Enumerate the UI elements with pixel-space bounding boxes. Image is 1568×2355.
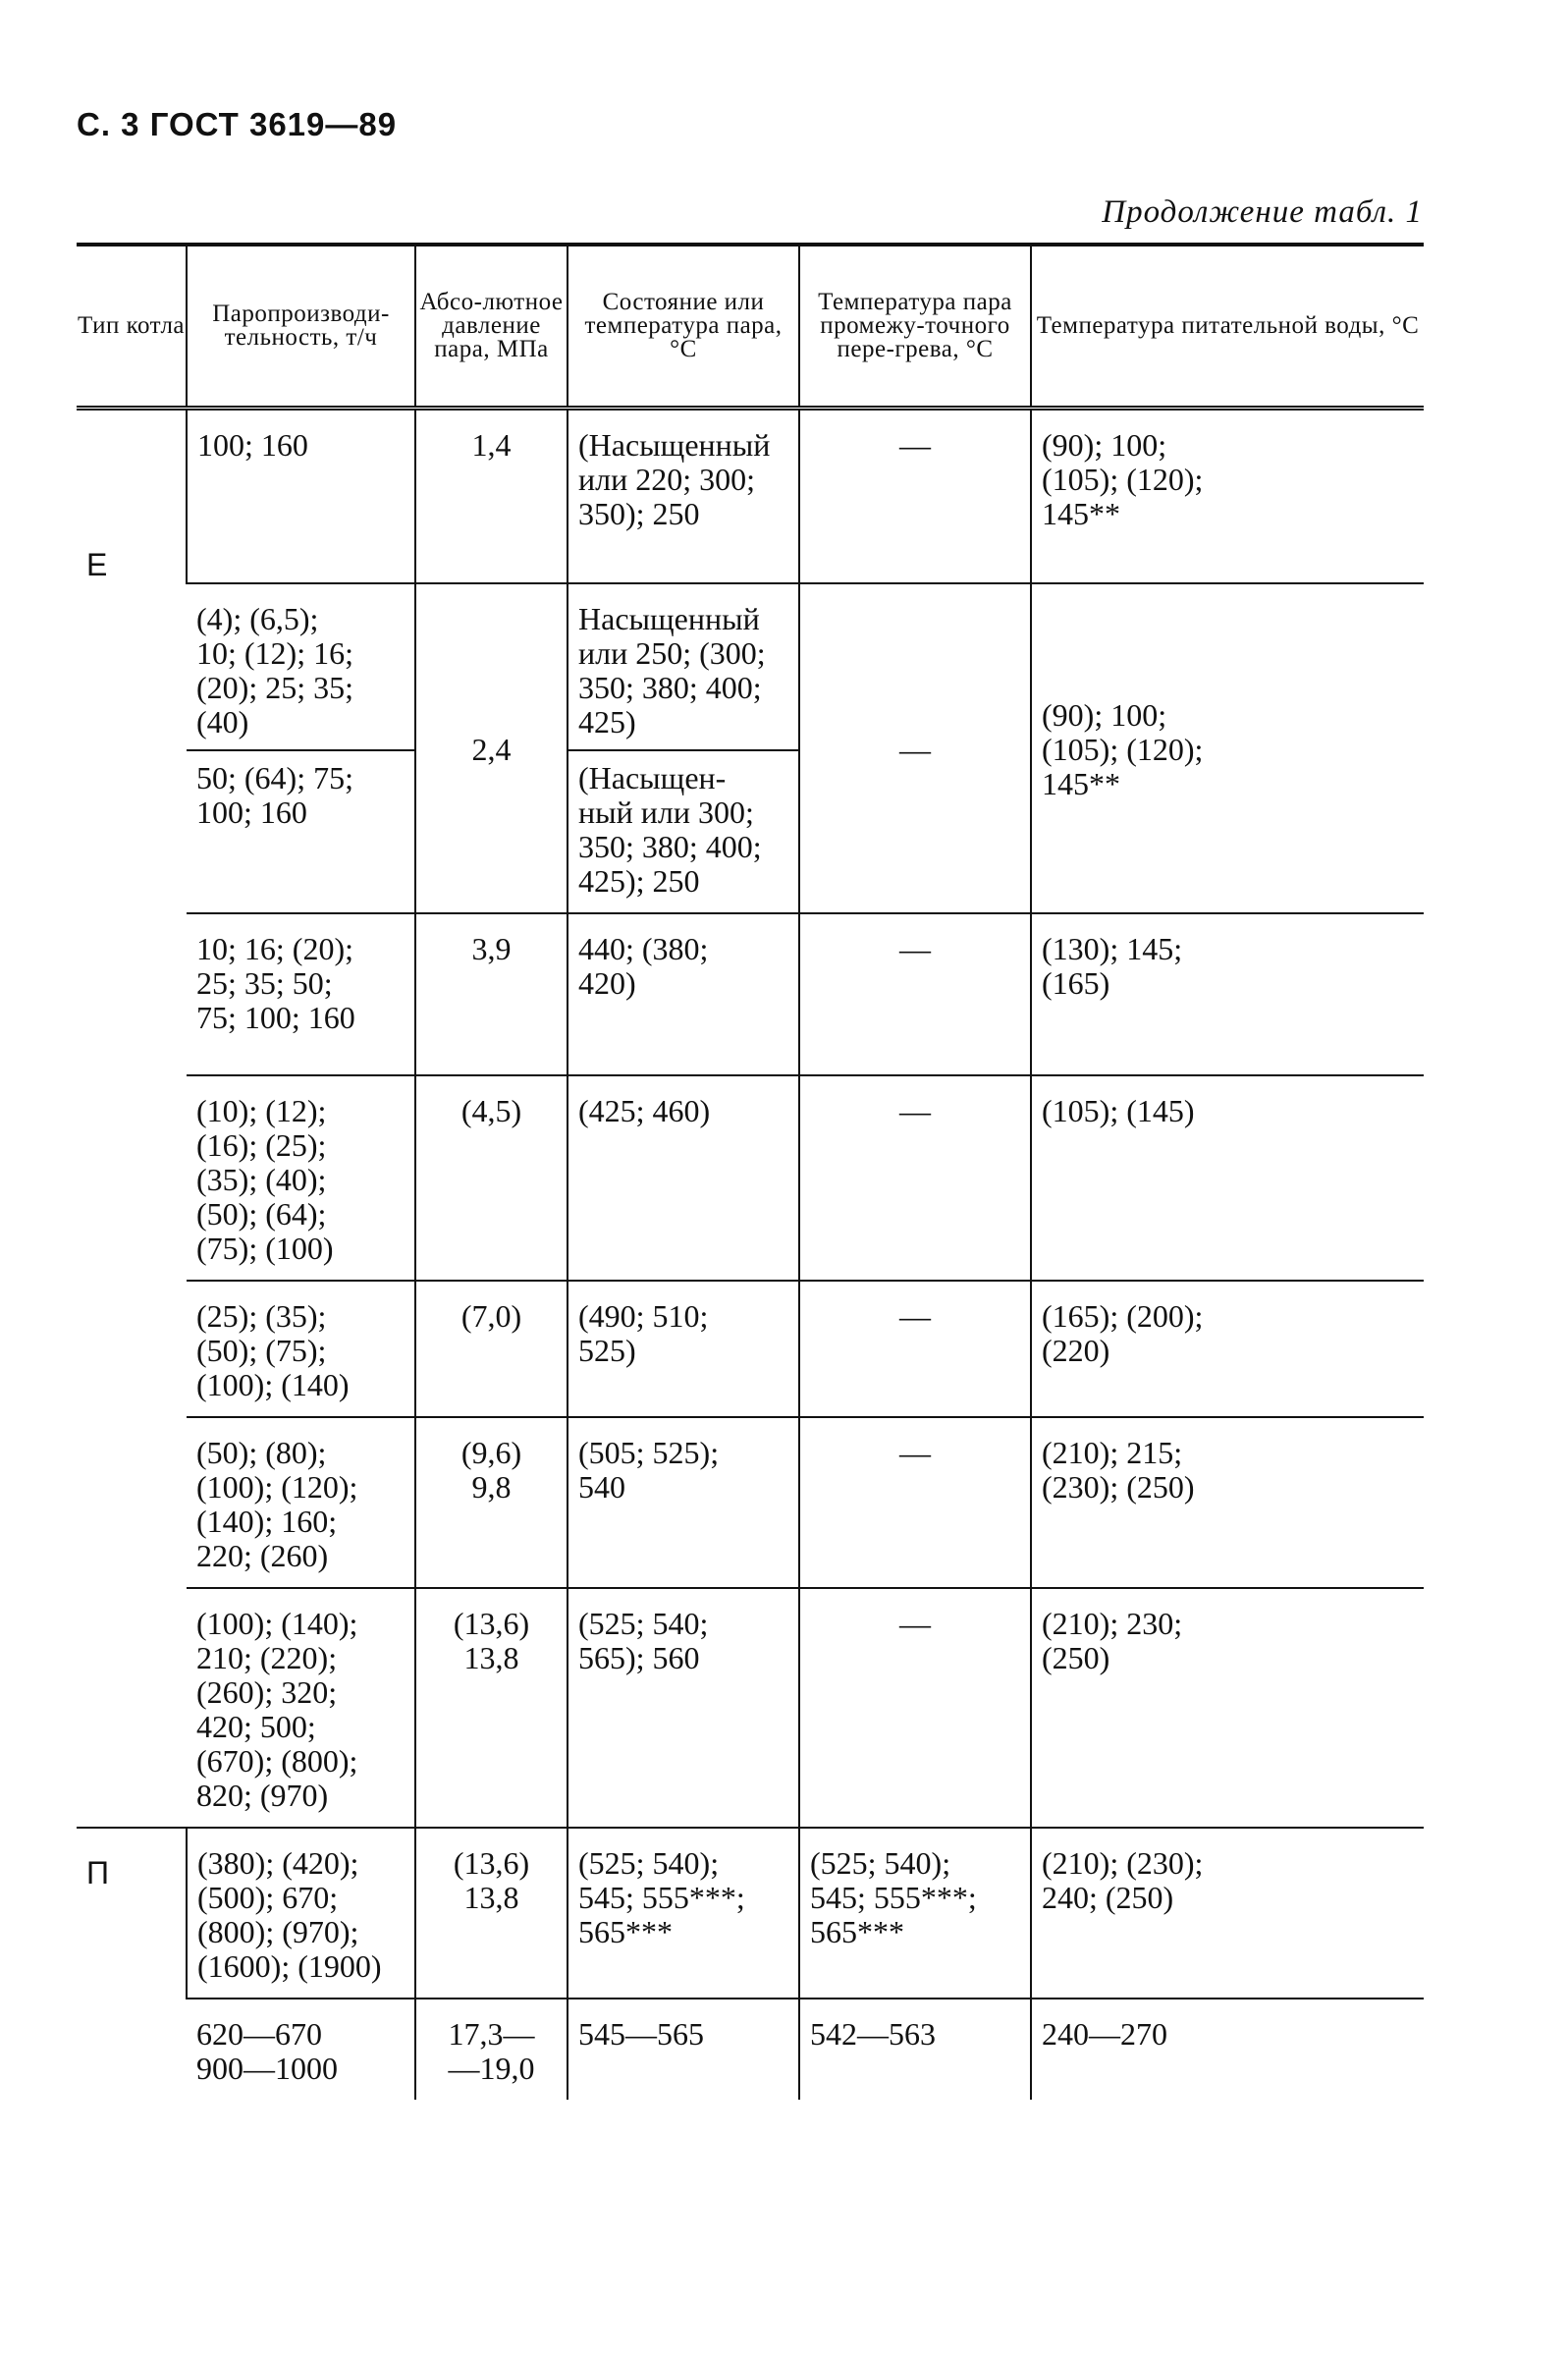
table-continuation-caption: Продолжение табл. 1	[1102, 194, 1423, 230]
state-value: (490; 510; 525)	[578, 1297, 709, 1368]
state-value: (425; 460)	[578, 1092, 711, 1128]
feedwater-value: (210); (230); 240; (250)	[1042, 1844, 1204, 1915]
feedwater-value: (165); (200); (220)	[1042, 1297, 1204, 1368]
reheat-value: 542—563	[810, 2015, 936, 2052]
table-row	[77, 1075, 1424, 1281]
state-value: (505; 525); 540	[578, 1434, 720, 1505]
state-value: (525; 540; 565); 560	[578, 1605, 709, 1675]
feedwater-value: (210); 215; (230); (250)	[1042, 1434, 1195, 1505]
state-value: (525; 540); 545; 555***; 565***	[578, 1844, 745, 1949]
capacity-value: 100; 160	[197, 427, 308, 463]
table-row	[77, 1999, 1424, 2100]
table-header-row	[77, 245, 1424, 409]
feedwater-value: (90); 100; (105); (120); 145**	[1042, 697, 1204, 801]
pressure-value: (13,6) 13,8	[453, 1605, 530, 1675]
pressure-value: 17,3— —19,0	[448, 2015, 535, 2086]
table-row	[77, 1588, 1424, 1828]
table-row	[77, 1417, 1424, 1588]
col-header-state: Состояние или температура пара, °С	[568, 245, 799, 409]
col-header-capacity: Паропроизводи-тельность, т/ч	[187, 245, 415, 409]
table-row	[77, 913, 1424, 1075]
capacity-value: (100); (140); 210; (220); (260); 320; 420; 500; (670); (800); 820; (970)	[196, 1605, 358, 1813]
col-header-feedwater: Температура питательной воды, °С	[1031, 245, 1424, 409]
pressure-value: (9,6) 9,8	[460, 1434, 522, 1505]
reheat-value: —	[899, 1092, 931, 1128]
table-row	[77, 1281, 1424, 1417]
feedwater-value: 240—270	[1042, 2015, 1167, 2052]
boiler-parameters-table	[77, 243, 1424, 2100]
capacity-value: 620—670 900—1000	[196, 2015, 338, 2086]
pressure-value: (13,6) 13,8	[453, 1844, 530, 1915]
type-cell-e	[77, 409, 187, 1828]
feedwater-value: (210); 230; (250)	[1042, 1605, 1183, 1675]
feedwater-value: (90); 100; (105); (120); 145**	[1042, 427, 1204, 531]
feedwater-value: (105); (145)	[1042, 1092, 1195, 1128]
feedwater-value: (130); 145; (165)	[1042, 930, 1183, 1001]
capacity-value: 10; 16; (20); 25; 35; 50; 75; 100; 160	[196, 930, 355, 1035]
capacity-value: (4); (6,5); 10; (12); 16; (20); 25; 35; (40)	[196, 600, 353, 739]
col-header-type: Тип котла	[77, 245, 187, 409]
col-header-pressure: Абсо-лютное давление пара, МПа	[415, 245, 568, 409]
state-value: (Насыщенный или 220; 300; 350); 250	[578, 427, 771, 531]
reheat-value: —	[899, 1605, 931, 1641]
state-value: Насыщенный или 250; (300; 350; 380; 400; 425)	[578, 600, 766, 739]
pressure-value: 3,9	[471, 930, 512, 966]
reheat-value: —	[899, 732, 931, 767]
type-p-label: П	[86, 1854, 109, 1890]
reheat-value: —	[899, 1434, 931, 1470]
col-header-reheat: Температура пара промежу-точного пере-грева, °С	[799, 245, 1031, 409]
page-header: С. 3 ГОСТ 3619—89	[77, 106, 398, 142]
type-e-label: Е	[86, 547, 108, 582]
capacity-value: (25); (35); (50); (75); (100); (140)	[196, 1297, 350, 1402]
reheat-value: —	[899, 930, 931, 966]
capacity-value: (380); (420); (500); 670; (800); (970); (1600); (1900)	[197, 1844, 382, 1984]
state-value: 545—565	[578, 2015, 704, 2052]
capacity-value: (50); (80); (100); (120); (140); 160; 220; (260)	[196, 1434, 358, 1573]
state-value: (Насыщен- ный или 300; 350; 380; 400; 425); 250	[568, 749, 798, 899]
type-cell-p	[77, 1828, 187, 2100]
pressure-value: (7,0)	[460, 1297, 522, 1334]
table-row	[77, 1828, 1424, 1999]
pressure-value: 2,4	[471, 732, 512, 767]
table-row	[77, 583, 1424, 913]
reheat-value: (525; 540); 545; 555***; 565***	[810, 1844, 977, 1949]
reheat-value: —	[899, 1297, 931, 1334]
table-row	[77, 409, 1424, 583]
state-value: 440; (380; 420)	[578, 930, 709, 1001]
reheat-value: —	[899, 427, 931, 463]
pressure-value: 1,4	[471, 427, 512, 463]
capacity-value: (10); (12); (16); (25); (35); (40); (50); (64); (75); (100)	[196, 1092, 334, 1266]
capacity-value: 50; (64); 75; 100; 160	[187, 749, 414, 830]
pressure-value: (4,5)	[460, 1092, 522, 1128]
